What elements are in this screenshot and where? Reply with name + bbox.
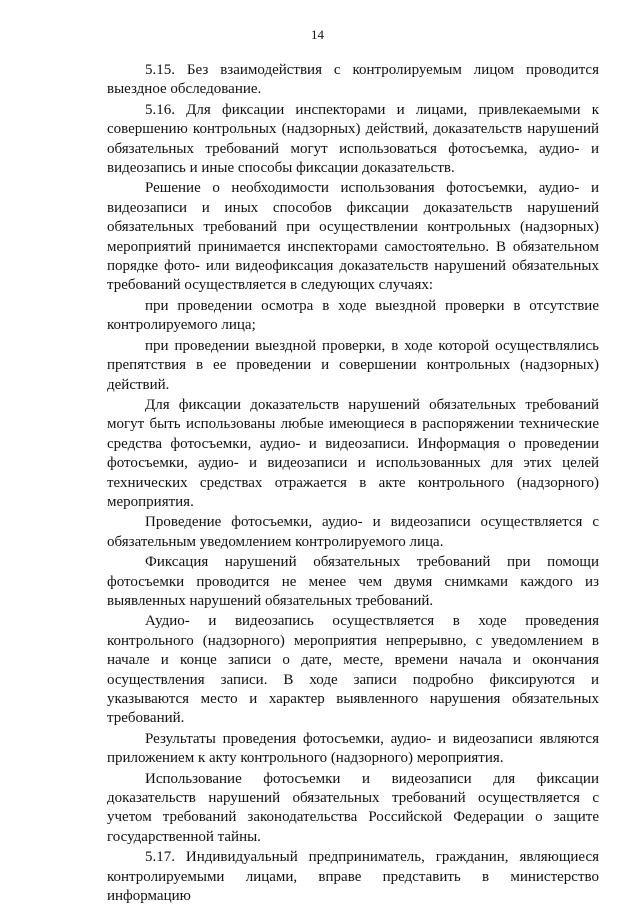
document-body [107,61,599,907]
paragraph-results-attachment: Результаты проведения фотосъемки, аудио- и видеозаписи являются приложением к акту контрольного (надзорного) мероприятия. [107,730,599,767]
paragraph-technical-means: Для фиксации доказательств нарушений обязательных требований могут быть использованы любые имеющиеся в распоряжении технические средства фотосъемки, аудио- и видеозаписи. Информация о проведении фотосъемки, аудио- и видеозаписи и использованных для этих целей технических средствах отражается в акте контрольного (надзорного) мероприятия. [107,396,599,510]
paragraph-notification: Проведение фотосъемки, аудио- и видеозаписи осуществляется с обязательным уведомлением контролируемого лица. [107,514,599,550]
paragraph-case-obstruction: при проведении выездной проверки, в ходе которой осуществлялись препятствия в ее проведении и совершении контрольных (надзорных) действий. [107,337,599,393]
paragraph-5-17: 5.17. Индивидуальный предприниматель, гражданин, являющиеся контролируемыми лицами, вправе представить в министерство информацию [107,849,599,905]
paragraph-5-15: 5.15. Без взаимодействия с контролируемым лицом проводится выездное обследование. [107,62,599,98]
paragraph-recording-decision: Решение о необходимости использования фотосъемки, аудио- и видеозаписи и иных способов фиксации доказательств нарушений обязательных требований при осуществлении контрольных (надзорных) мероприятий принимается инспекторами самостоятельно. В обязательном порядке фото- или видеофиксация доказательств нарушений обязательных требований осуществляется в следующих случаях: [107,180,599,294]
paragraph-state-secret: Использование фотосъемки и видеозаписи для фиксации доказательств нарушений обязательных требований осуществляется с учетом требований законодательства Российской Федерации о защите государственной тайны. [107,770,599,845]
page-number: 14 [311,27,324,42]
paragraph-case-inspection-absence: при проведении осмотра в ходе выездной проверки в отсутствие контролируемого лица; [107,297,599,334]
paragraph-continuous-recording: Аудио- и видеозапись осуществляется в ходе проведения контрольного (надзорного) мероприятия непрерывно, с уведомлением в начале и конце записи о дате, месте, времени начала и окончания осуществления записи. В ходе записи подробно фиксируются и указываются место и характер выявленного нарушения обязательных требований. [107,613,599,727]
paragraph-photo-count: Фиксация нарушений обязательных требований при помощи фотосъемки проводится не менее чем двумя снимками каждого из выявленных нарушений обязательных требований. [107,554,599,609]
paragraph-5-16: 5.16. Для фиксации инспекторами и лицами, привлекаемыми к совершению контрольных (надзорных) действий, доказательств нарушений обязательных требований могут использоваться фотосъемка, аудио- и видеозапись и иные способы фиксации доказательств. [107,101,599,177]
